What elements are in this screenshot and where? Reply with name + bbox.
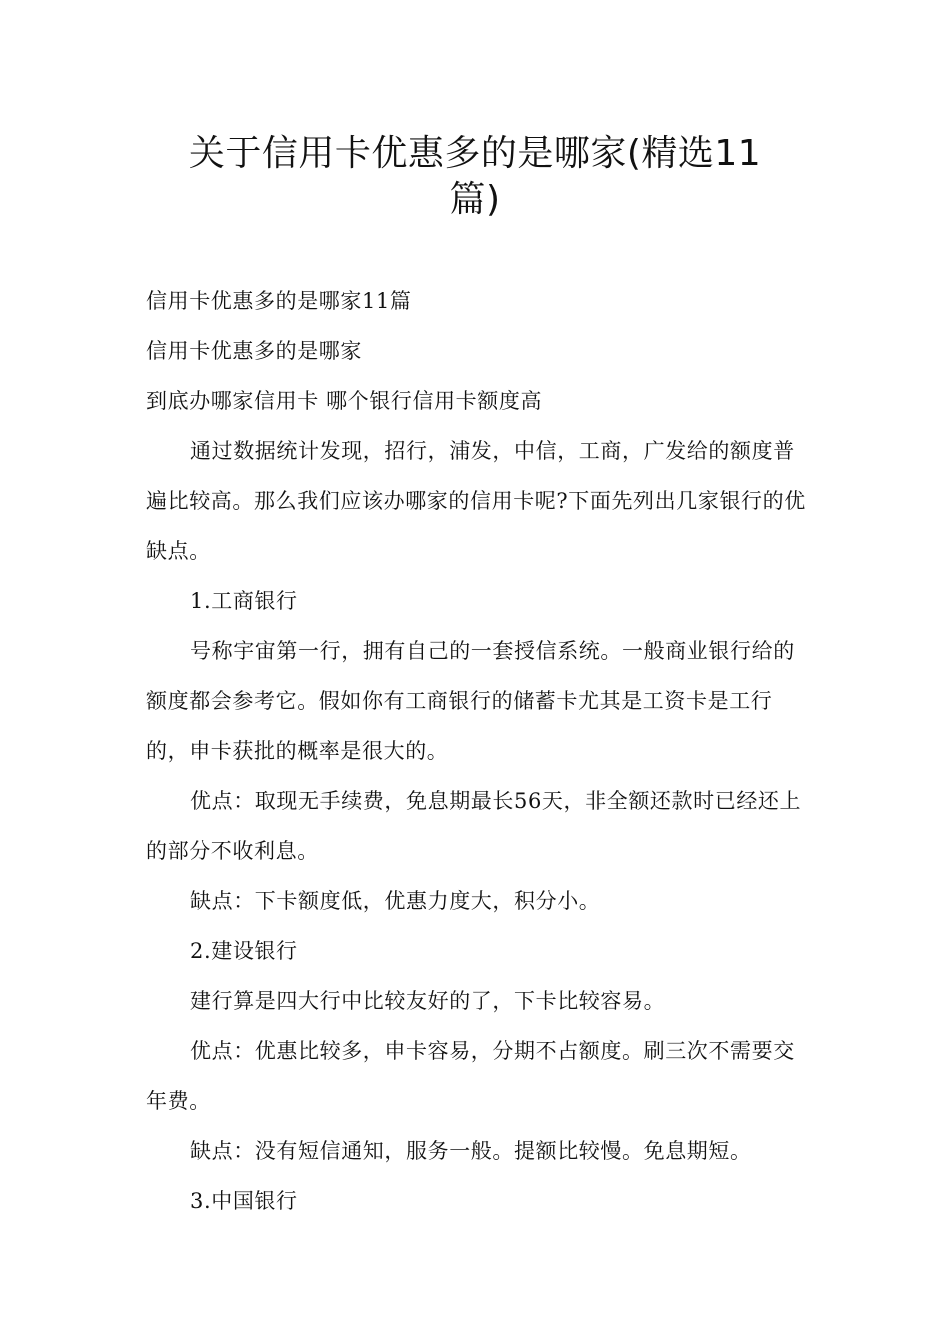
icbc-description: 号称宇宙第一行，拥有自己的一套授信系统。一般商业银行给的额度都会参考它。假如你有工商银行的储蓄卡尤其是工资卡是工行的，申卡获批的概率是很大的。 xyxy=(146,639,795,763)
title-line-1: 关于信用卡优惠多的是哪家(精选11 xyxy=(188,133,762,174)
bank-heading-icbc: 1.工商银行 xyxy=(190,589,298,613)
document-title xyxy=(100,131,850,223)
question-heading: 到底办哪家信用卡 哪个银行信用卡额度高 xyxy=(146,389,543,413)
bank-heading-boc: 3.中国银行 xyxy=(190,1189,298,1213)
icbc-pros: 优点：取现无手续费，免息期最长56天，非全额还款时已经还上的部分不收利息。 xyxy=(146,789,802,863)
icbc-cons: 缺点：下卡额度低，优惠力度大，积分小。 xyxy=(190,889,601,913)
ccb-pros: 优点：优惠比较多，申卡容易，分期不占额度。刷三次不需要交年费。 xyxy=(146,1039,795,1113)
section-heading: 信用卡优惠多的是哪家 xyxy=(146,339,362,363)
bank-heading-ccb: 2.建设银行 xyxy=(190,939,298,963)
ccb-description: 建行算是四大行中比较友好的了，下卡比较容易。 xyxy=(190,989,666,1013)
intro-paragraph: 通过数据统计发现，招行，浦发，中信，工商，广发给的额度普遍比较高。那么我们应该办哪家的信用卡呢?下面先列出几家银行的优缺点。 xyxy=(146,439,806,563)
ccb-cons: 缺点：没有短信通知，服务一般。提额比较慢。免息期短。 xyxy=(190,1139,752,1163)
title-line-2: 篇) xyxy=(449,179,501,220)
subtitle-line: 信用卡优惠多的是哪家11篇 xyxy=(146,289,412,313)
